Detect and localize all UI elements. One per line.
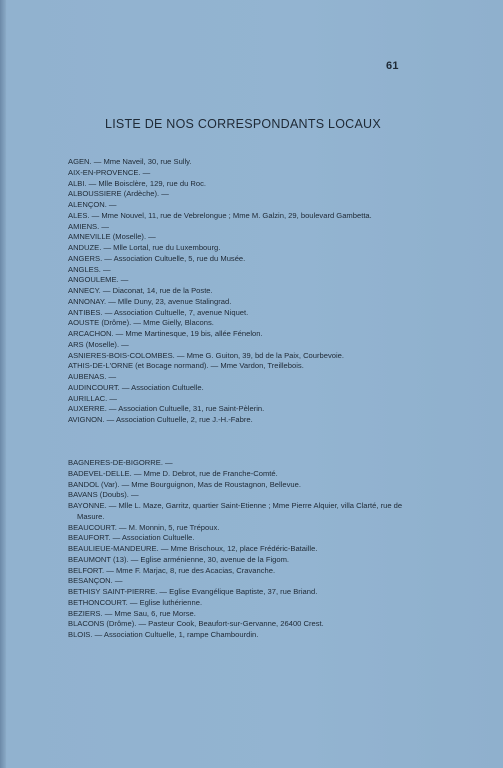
list-item: ANNECY. — Diaconat, 14, rue de la Poste.: [68, 286, 213, 295]
list-item: ARS (Moselle). —: [68, 339, 129, 349]
list-item: AMIENS. —: [68, 221, 109, 231]
list-item: ALENÇON. —: [68, 200, 117, 209]
correspondents-list-b: [68, 458, 408, 641]
list-item: ALBI. — Mlle Boisclère, 129, rue du Roc.: [68, 178, 207, 188]
list-item: ANNONAY. — Mlle Duny, 23, avenue Stalingrad.: [68, 296, 232, 306]
list-item: BESANÇON. —: [68, 576, 123, 586]
list-item: ANTIBES. — Association Cultuelle, 7, avenue Niquet.: [68, 307, 249, 317]
list-item: AIX-EN-PROVENCE. —: [68, 167, 151, 177]
list-item: BEAULIEUE-MANDEURE. — Mme Brischoux, 12, place Frédéric-Bataille.: [68, 544, 318, 553]
list-item: ANDUZE. — Mlle Lortal, rue du Luxembourg.: [68, 243, 221, 252]
list-item: ALBOUSSIERE (Ardèche). —: [68, 189, 169, 199]
list-item: AVIGNON. — Association Cultuelle, 2, rue J.-H.-Fabre.: [68, 415, 253, 424]
list-item: BADEVEL-DELLE. — Mme D. Debrot, rue de Franche-Comté.: [68, 468, 278, 478]
correspondents-list-a: [68, 157, 408, 426]
page-title: LISTE DE NOS CORRESPONDANTS LOCAUX: [105, 117, 381, 131]
list-item: AUDINCOURT. — Association Cultuelle.: [68, 382, 204, 392]
list-item: ANGOULEME. —: [68, 275, 129, 285]
list-item: ASNIERES-BOIS-COLOMBES. — Mme G. Guiton, 39, bd de la Paix, Courbevoie.: [68, 350, 345, 360]
list-item: BAYONNE. — Mlle L. Maze, Garritz, quartier Saint-Etienne ; Mme Pierre Alquier, villa Clarté, rue de Masure.: [68, 501, 403, 521]
list-item: BELFORT. — Mme F. Marjac, 8, rue des Acacias, Cravanche.: [68, 565, 276, 575]
page-number: 61: [386, 60, 399, 72]
list-item: BETHISY SAINT-PIERRE. — Eglise Evangélique Baptiste, 37, rue Briand.: [68, 587, 318, 596]
list-item: AUBENAS. —: [68, 372, 117, 381]
list-item: ARCACHON. — Mme Martinesque, 19 bis, allée Fénelon.: [68, 329, 263, 338]
list-item: BLACONS (Drôme). — Pasteur Cook, Beaufort-sur-Gervanne, 26400 Crest.: [68, 619, 324, 629]
list-item: ATHIS-DE-L'ORNE (et Bocage normand). — Mme Vardon, Treillebois.: [68, 361, 304, 371]
list-item: BAGNERES-DE-BIGORRE. —: [68, 458, 173, 467]
list-item: BEZIERS. — Mme Sau, 6, rue Morse.: [68, 608, 196, 618]
list-item: BANDOL (Var). — Mme Bourguignon, Mas de Roustagnon, Bellevue.: [68, 479, 301, 489]
list-item: ANGLES. —: [68, 264, 111, 274]
list-item: BLOIS. — Association Cultuelle, 1, rampe Chambourdin.: [68, 630, 259, 639]
list-item: BEAUMONT (13). — Eglise arménienne, 30, avenue de la Figom.: [68, 554, 290, 564]
list-item: AURILLAC. —: [68, 393, 117, 403]
list-item: BAVANS (Doubs). —: [68, 490, 139, 500]
binding-edge: [0, 0, 6, 768]
list-item: BEAUFORT. — Association Cultuelle.: [68, 533, 195, 543]
list-item: BETHONCOURT. — Eglise luthérienne.: [68, 597, 203, 607]
list-item: AOUSTE (Drôme). — Mme Gielly, Blacons.: [68, 318, 214, 328]
list-item: AUXERRE. — Association Cultuelle, 31, rue Saint-Pèlerin.: [68, 404, 265, 414]
list-item: AGEN. — Mme Naveil, 30, rue Sully.: [68, 157, 192, 166]
list-item: AMNEVILLE (Moselle). —: [68, 232, 156, 242]
list-item: ANGERS. — Association Cultuelle, 5, rue du Musée.: [68, 253, 246, 263]
list-item: BEAUCOURT. — M. Monnin, 5, rue Trépoux.: [68, 522, 220, 532]
list-item: ALES. — Mme Nouvel, 11, rue de Vebrelongue ; Mme M. Galzin, 29, boulevard Gambetta.: [68, 210, 372, 220]
